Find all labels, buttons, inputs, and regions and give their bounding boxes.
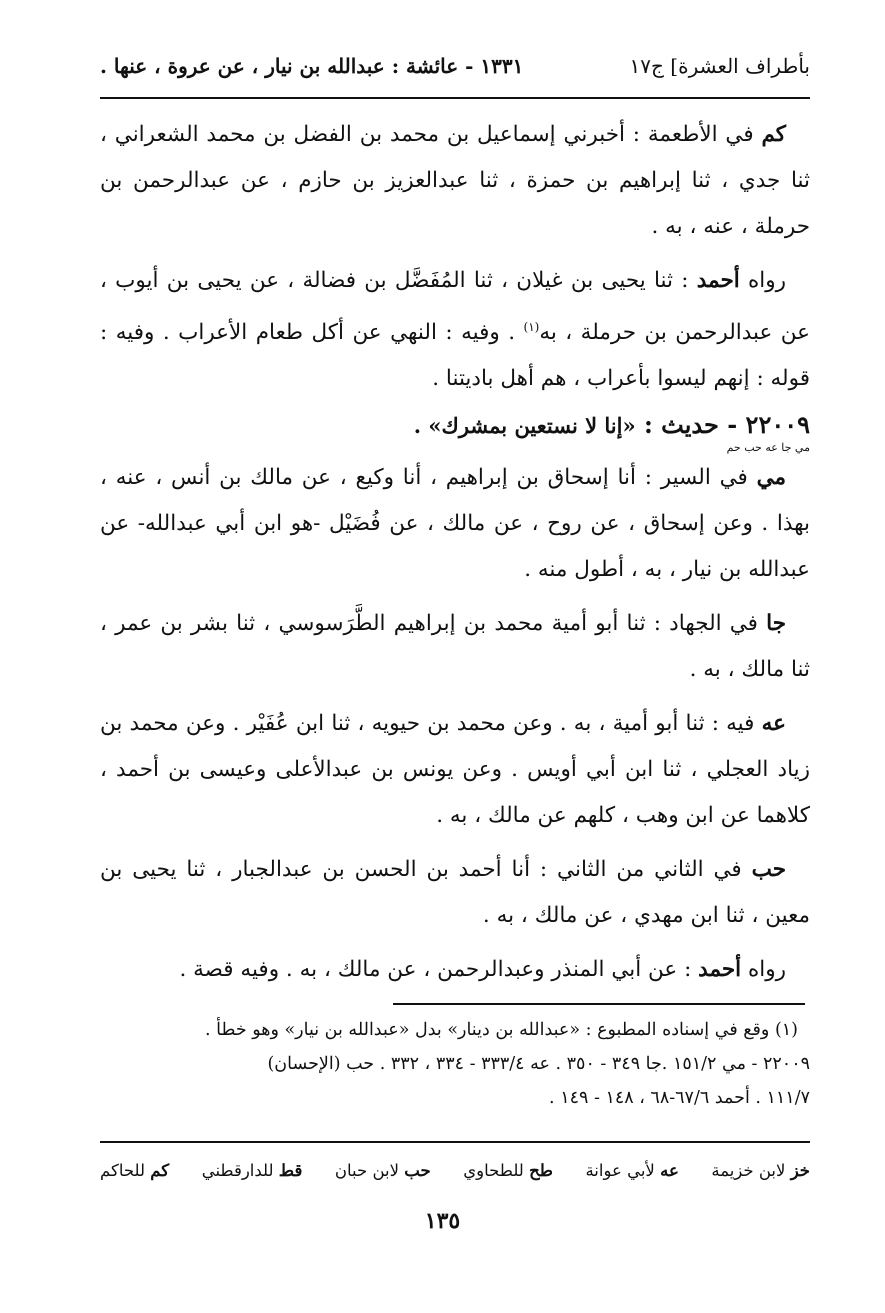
running-header [100,46,810,86]
siglum: مي [756,465,786,491]
hadith-heading [100,410,810,441]
rawahu-word: رواه [747,957,786,983]
legend-abbr: قط [278,1160,303,1180]
legend-desc: لابن حبان [334,1160,400,1180]
paragraph-ja [100,601,810,693]
paragraph-text: : عن أبي المنذر وعبدالرحمن ، عن مالك ، به . وفيه قصة . [179,957,692,983]
legend-abbr: حب [404,1160,431,1180]
header-divider [100,97,810,99]
legend-desc: لابن خزيمة [711,1160,786,1180]
legend-desc: للطحاوي [463,1160,524,1180]
paragraph-mi [100,455,810,593]
sigla-line: مي جا عه حب حم [726,441,810,455]
legend-item [202,1161,303,1180]
legend-item [585,1161,678,1180]
footnote-divider [393,1003,805,1005]
footnote-1: (١) وقع في إسناده المطبوع : «عبدالله بن دينار» بدل «عبدالله بن نيار» وهو خطأ . [205,1020,798,1040]
paragraph-text: : ثنا يحيى بن غيلان ، ثنا المُفَضَّل بن فضالة ، عن يحيى بن أيوب ، عن عبدالرحمن بن حرملة ، به [100,268,810,346]
legend-item [100,1161,169,1180]
legend-item [711,1161,810,1180]
legend-desc: لأبي عوانة [585,1160,655,1180]
header-book-title: بأطراف العشرة] ج١٧ [629,54,810,78]
hadith-label: - حديث : [643,410,738,440]
legend-abbr: كم [150,1160,170,1180]
legend-abbr: خز [790,1160,810,1180]
main-text [100,112,810,1001]
footnotes [100,1013,810,1115]
paragraph-hb [100,847,810,939]
legend-item [463,1161,553,1180]
paragraph-text: فيه : ثنا أبو أمية ، به . وعن محمد بن حيويه ، ثنا ابن عُفَيْر . وعن محمد بن زياد العجلي ، ثنا ابن أبي أويس . وعن يونس بن عبدالأعلى وعيسى بن أحمد ، كلاهما عن ابن وهب ، كلهم عن مالك ، به . [100,711,810,829]
paragraph-text: في الثاني من الثاني : أنا أحمد بن الحسن بن عبدالجبار ، ثنا يحيى بن معين ، ثنا ابن مهدي ، عن مالك ، به . [100,857,810,929]
abbreviation-legend [100,1152,810,1188]
narrator-name: أحمد [698,957,742,983]
siglum: كم [761,122,786,147]
hadith-number: ٢٢٠٠٩ [745,410,810,440]
paragraph-kam [100,112,810,250]
hadith-quote: «إنا لا نستعين بمشرك» . [413,413,636,439]
footnote-marker: (١) [523,320,540,334]
paragraph-ah [100,701,810,839]
siglum: عه [761,711,786,737]
reference-line-2: ١١١/٧ . أحمد ٦٧/٦-٦٨ ، ١٤٨ - ١٤٩ . [549,1088,810,1108]
paragraph-ahmad-2 [100,947,810,993]
paragraph-text-continued: . وفيه : النهي عن أكل طعام الأعراب . وفيه : قوله : إنهم ليسوا بأعراب ، هم أهل باديتنا . [100,320,810,392]
legend-desc: للدارقطني [201,1160,274,1180]
legend-desc: للحاكم [100,1160,146,1180]
siglum: حب [751,857,786,883]
reference-line-1: ٢٢٠٠٩ - مي ١٥١/٢ .جا ٣٤٩ - ٣٥٠ . عه ٣٣٣/٤ - ٣٣٤ ، ٣٣٢ . حب (الإحسان) [267,1054,810,1074]
narrator-name: أحمد [696,268,740,293]
page-number: ١٣٥ [424,1208,461,1234]
paragraph-text: في السير : أنا إسحاق بن إبراهيم ، أنا وكيع ، عن مالك بن أنس ، عنه ، بهذا . وعن إسحاق ، عن روح ، عن مالك ، عن فُضَيْل -هو ابن أبي عبدالله- عن عبدالله بن نيار ، به ، أطول منه . [100,465,810,583]
rawahu-word: رواه [747,268,786,293]
legend-abbr: عه [660,1160,679,1180]
legend-divider [100,1141,810,1143]
header-section-title: ١٣٣١ - عائشة : عبدالله بن نيار ، عن عروة ، عنها . [100,54,524,78]
legend-item [335,1161,431,1180]
siglum: جا [766,611,786,637]
legend-abbr: طح [529,1160,553,1180]
paragraph-text: في الجهاد : ثنا أبو أمية محمد بن إبراهيم الطَّرَسوسي ، ثنا بشر بن عمر ، ثنا مالك ، به . [100,611,810,683]
paragraph-text: في الأطعمة : أخبرني إسماعيل بن محمد بن الفضل بن محمد الشعراني ، ثنا جدي ، ثنا إبراهيم بن حمزة ، ثنا عبدالعزيز بن حازم ، عن عبدالرحمن بن حرملة ، عنه ، به . [100,122,810,239]
paragraph-ahmad-1 [100,258,810,402]
